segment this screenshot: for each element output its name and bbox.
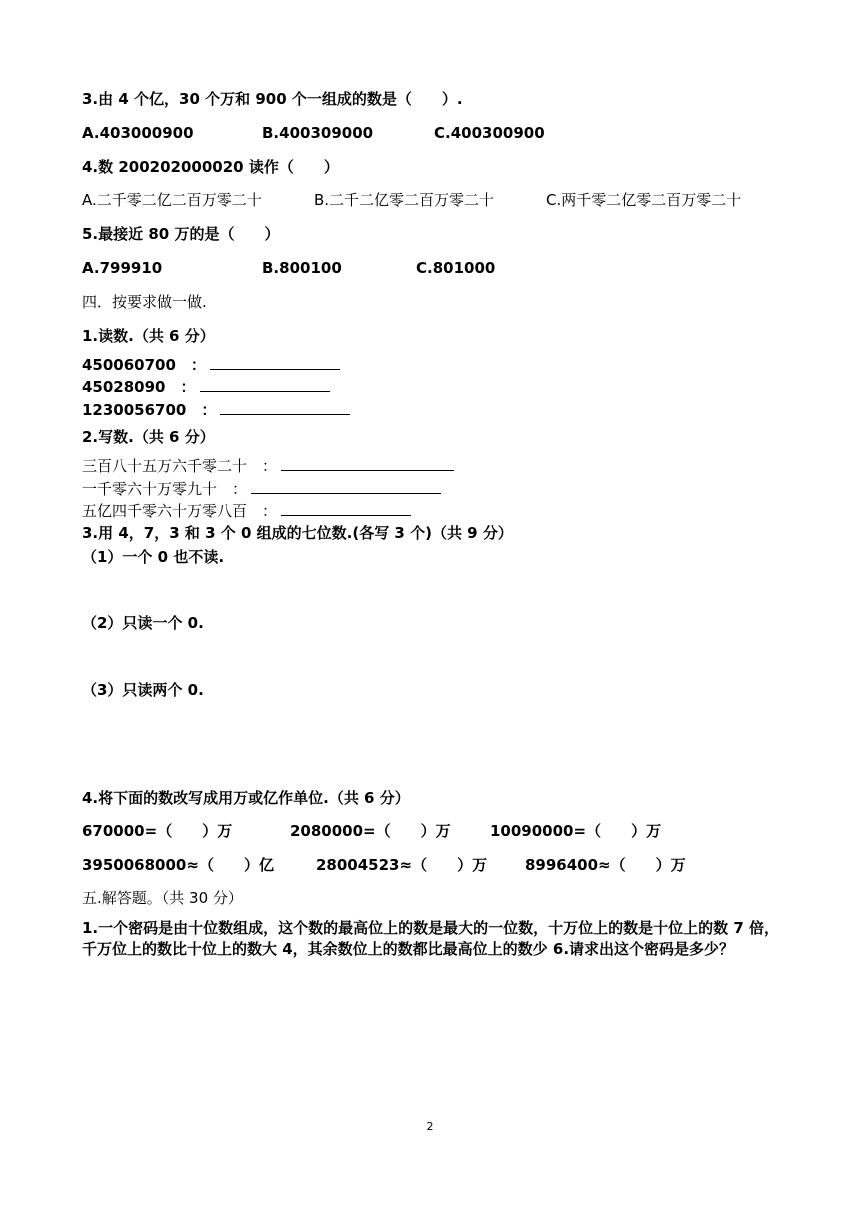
answer-blank[interactable] <box>251 479 441 494</box>
write-item-1 <box>82 456 454 476</box>
rewrite-4: 3950068000≈（ ）亿 <box>82 856 274 874</box>
read-number-2: 45028090 ： <box>82 378 196 396</box>
q4-option-b: B.二千二亿零二百万零二十 <box>314 191 495 209</box>
answer-blank[interactable] <box>281 456 454 471</box>
rewrite-2: 2080000=（ ）万 <box>290 822 451 840</box>
rewrite-3: 10090000=（ ）万 <box>490 822 662 840</box>
q4-option-c: C.两千零二亿零二百万零二十 <box>546 191 742 209</box>
compose-part-3: （3）只读两个 0. <box>82 681 204 699</box>
q3-stem: 3.由 4 个亿，30 个万和 900 个一组成的数是（ ）. <box>82 90 463 108</box>
rewrite-6: 8996400≈（ ）万 <box>525 856 686 874</box>
answer-blank[interactable] <box>200 377 330 392</box>
q5-option-b: B.800100 <box>262 259 342 277</box>
write-words-2: 一千零六十万零九十 ： <box>82 480 248 498</box>
compose-part-1: （1）一个 0 也不读. <box>82 548 225 566</box>
q3-option-c: C.400300900 <box>434 124 545 142</box>
write-words-3: 五亿四千零六十万零八百 ： <box>82 502 278 520</box>
write-item-3 <box>82 501 411 521</box>
q3-option-b: B.400309000 <box>262 124 374 142</box>
section4-title: 四．按要求做一做. <box>82 293 207 311</box>
q5-stem: 5.最接近 80 万的是（ ） <box>82 225 280 243</box>
page-number: 2 <box>426 1120 434 1133</box>
read-number-1: 450060700 ： <box>82 356 206 374</box>
write-title: 2.写数.（共 6 分） <box>82 428 215 446</box>
q3-option-a: A.403000900 <box>82 124 194 142</box>
compose-title: 3.用 4，7，3 和 3 个 0 组成的七位数.(各写 3 个)（共 9 分） <box>82 524 513 542</box>
rewrite-1: 670000=（ ）万 <box>82 822 233 840</box>
q5-option-a: A.799910 <box>82 259 163 277</box>
section5-title: 五.解答题。（共 30 分） <box>82 889 243 907</box>
write-words-1: 三百八十五万六千零二十 ： <box>82 457 278 475</box>
read-title: 1.读数.（共 6 分） <box>82 327 215 345</box>
write-item-2 <box>82 479 441 499</box>
answer-blank[interactable] <box>220 400 350 415</box>
read-item-2 <box>82 377 330 397</box>
rewrite-title: 4.将下面的数改写成用万或亿作单位.（共 6 分） <box>82 789 410 807</box>
rewrite-5: 28004523≈（ ）万 <box>316 856 488 874</box>
answer-blank[interactable] <box>210 355 340 370</box>
q5-option-c: C.801000 <box>416 259 496 277</box>
section5-question-1: 1.一个密码是由十位数组成，这个数的最高位上的数是最大的一位数，十万位上的数是十位上的数 7 倍，千万位上的数比十位上的数大 4，其余数位上的数都比最高位上的数少 6.请求出这个密码是多少？ <box>82 919 780 958</box>
q4-option-a: A.二千零二亿二百万零二十 <box>82 191 262 209</box>
read-item-3 <box>82 400 350 420</box>
read-item-1 <box>82 355 340 375</box>
read-number-3: 1230056700 ： <box>82 401 217 419</box>
answer-blank[interactable] <box>281 501 411 516</box>
q4-stem: 4.数 200202000020 读作（ ） <box>82 158 339 176</box>
compose-part-2: （2）只读一个 0. <box>82 614 204 632</box>
